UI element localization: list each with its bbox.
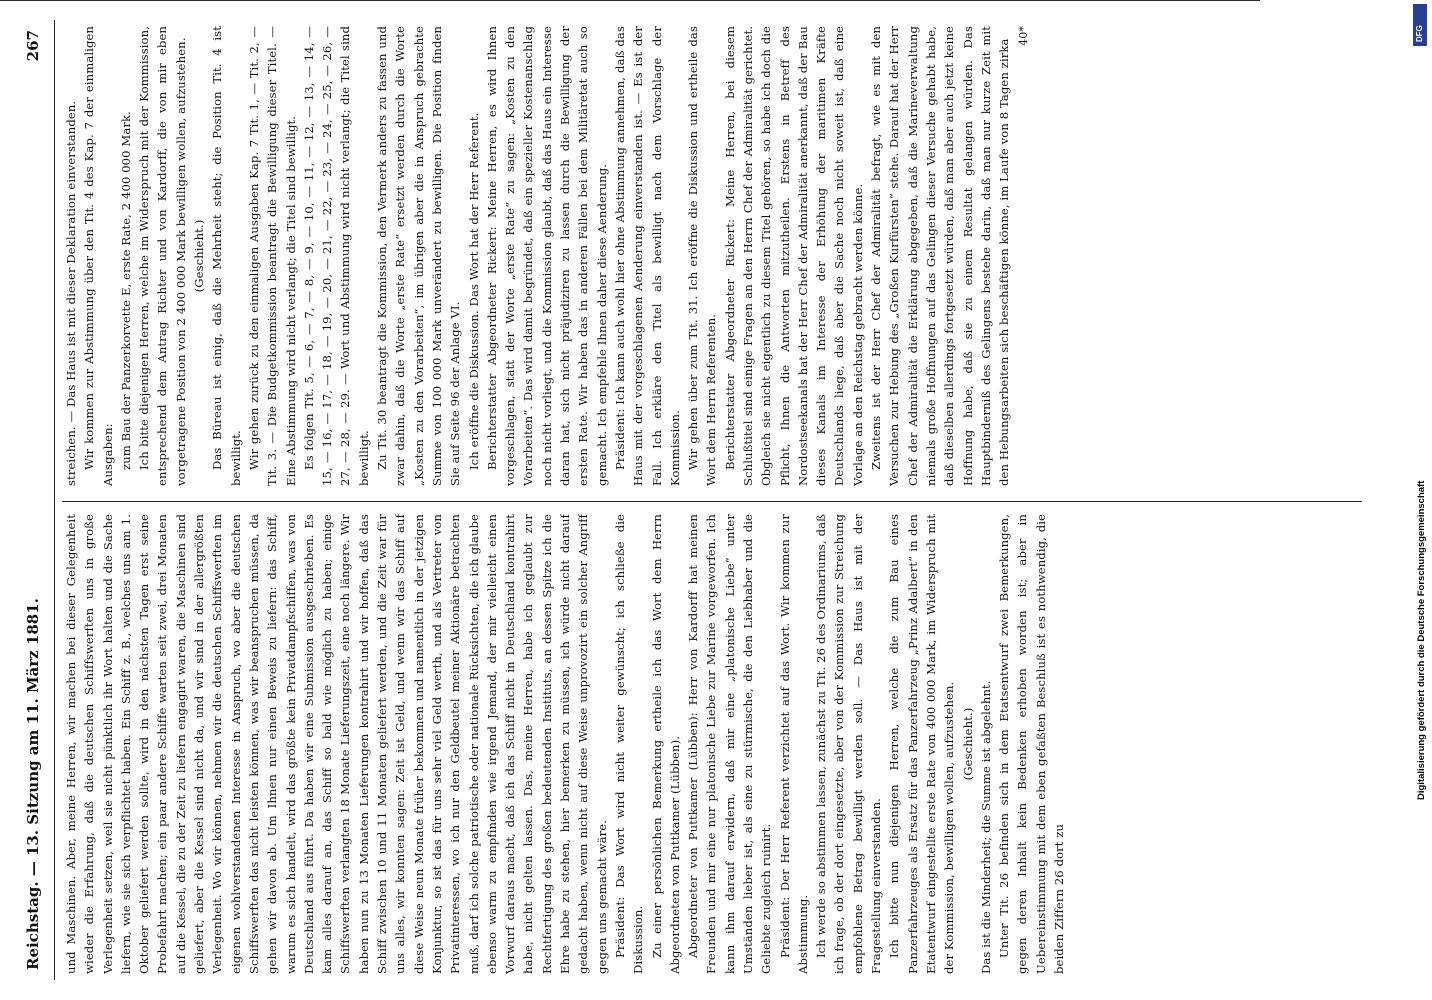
paragraph: Berichterstatter Abgeordneter Rickert: Meine Herren, bei diesem Schlußtitel sind einige Fragen an den Herrn Chef der Admiralität gerichtet. Obgleich sie nicht eigentlich zu diesem Titel gehören, so habe ich doch die Pflicht, Ihnen die Antworten mitzutheilen. Erstens in Betreff des Nordostseekanals hat der Herr Chef der Admiralität anerkannt, daß der Bau dieses Kanals im Interesse der Erhöhung der maritimen Kräfte Deutschlands liege, daß aber die Sache noch nicht soweit ist, daß eine Vorlage an den Reichstag gebracht werden könne. [722, 26, 865, 486]
paragraph: Berichterstatter Abgeordneter Rickert: Meine Herren, es wird Ihnen vorgeschlagen, statt der Worte „erste Rate“ zu sagen: „Kosten zu den Vorarbeiten“. Das wird damit begründet, daß ein spezieller Kostenanschlag noch nicht vorliegt, und die Kommission glaubt, daß das Haus ein Interesse daran hat, sich nicht präjudiziren zu lassen durch die Bewilligung der ersten Rate. Wir haben das in anderen Fällen bei dem Militäretat auch so gemacht. Ich empfehle Ihnen daher diese Aenderung. [484, 26, 609, 486]
paragraph: Ich bitte diejenigen Herren, welche im Widerspruch mit der Kommission, entsprechend dem Antrag Richter und von Kardorff, die von mir eben vorgetragene Position von 2 400 000 Mark bewilligen wollen, aufzustehen. [137, 26, 188, 486]
text-column-left [62, 514, 1382, 974]
paragraph: Das Büreau ist einig, daß die Mehrheit steht; die Position Tit. 4 ist bewilligt. [210, 26, 243, 486]
paragraph: Zu Tit. 30 beantragt die Kommission, den Vermerk anders zu fassen und zwar dahin, daß die Worte „erste Rate“ ersetzt werden durch die Worte „Kosten zu den Vorarbeiten“, im übrigen aber die in Anspruch gebrachte Summe von 100 000 Mark unverändert zu bewilligen. Die Position finden Sie auf Seite 96 der Anlage VI. [375, 26, 463, 486]
paragraph: Zweitens ist der Herr Chef der Admiralität befragt, wie es mit den Versuchen zur Hebung des „Großen Kurfürsten“ stehe. Darauf hat der Herr Chef der Admiralität die Erklärung abgegeben, daß die Marineverwaltung niemals große Hoffnungen auf das Gelingen dieser Versuche gehabt habe, daß dieselben allerdings fortgesetzt würden, daß man aber auch jetzt keine Hoffnung habe, daß sie zu einem Resultat gelangen würden. Das Hauptbinderniß des Gelingens bestehe darin, daß man nur kurze Zeit mit den Hebungsarbeiten sich beschäftigen könne, im Laufe von 8 Tagen zirka [869, 26, 1012, 486]
top-border [0, 0, 1260, 1]
paragraph: Ich bitte nun diejenigen Herren, welche die zum Bau eines Panzerfahrzeuges als Ersatz für das Panzerfahrzeug „Prinz Adalbert“ in den Etatentwurf eingestellte erste Rate von 400 000 Mark, im Widerspruch mit der Kommission, bewilligen wollen, aufzustehen. [887, 514, 957, 974]
text-column-right [62, 26, 1382, 486]
paragraph: (Geschieht.) [960, 707, 975, 781]
page-number: 267 [24, 30, 42, 62]
column-divider [62, 501, 1362, 502]
paragraph: Ich werde so abstimmen lassen, zunächst zu Tit. 26 des Ordinariums, daß ich frage, ob der dort eingesetzte, aber von der Kommission zur Streichung empfohlene Betrag bewilligt werden soll. — Das Haus ist mit der Fragestellung einverstanden. [814, 514, 884, 974]
paragraph: Zu einer persönlichen Bemerkung ertheile ich das Wort dem Herrn Abgeordneten von Puttkamer (Lübben). [649, 514, 682, 974]
paragraph: zum Bau der Panzerkorvette E, erste Rate, 2 400 000 Mark. [118, 111, 133, 470]
running-title: Reichstag. — 13. Sitzung am 11. März 1881. [24, 598, 42, 970]
paragraph: Ich eröffne die Diskussion. Das Wort hat der Herr Referent. [466, 112, 481, 470]
dfg-logo-text: DFG [1415, 25, 1424, 42]
rotated-page-content [16, 20, 1396, 980]
paragraph: Abgeordneter von Puttkamer (Lübben): Herr von Kardorff hat meinen Freunden und mir eine nur platonische Liebe zur Marine vorgeworfen. Ich kann ihm darauf erwidern, daß mir eine „platonische Liebe“ unter Umständen lieber ist, als eine zu stürmische, die den Liebhaber und die Geliebte zugleich ruinirt. [686, 514, 774, 974]
paragraph: streichen. — Das Haus ist mit dieser Deklaration einverstanden. [64, 100, 78, 486]
paragraph: und Maschinen. Aber, meine Herren, wir machen bei dieser Gelegenheit wieder die Erfahrung, daß die deutschen Schiffswerften uns in große Verlegenheit setzen, weil sie nicht pünktlich ihr Wort halten und die Sache liefern, wie sie sich verpflichtet haben. Ein Schiff z. B., welches uns am 1. Oktober geliefert werden sollte, wird in den nächsten Tagen erst seine Probefahrt machen; ein paar andere Schiffe warten seit zwei, drei Monaten auf die Kessel, die zu der Zeit zu liefern engagirt waren, die Maschinen sind geliefert, aber die Kessel sind nicht da, und wir sind in der allergrößten Verlegenheit. Wo wir können, nehmen wir die deutschen Schiffswerften im eigenen wohlverstandenen Interesse in Anspruch, wo aber die deutschen Schiffswerften das nicht leisten können, was wir beanspruchen müssen, da gehen wir davon ab. Um Ihnen nur einen Beweis zu liefern: das Schiff, warum es sich handelt, wird das größte kein Privatdampfschiffen, was von Deutschland aus führt. Da haben wir eine Submission ausgeschrieben. Es kam alles darauf an, das Schiff so bald wie möglich zu haben; einige Schiffswerften verlangten 18 Monate Lieferungszeit, eine noch längere. Wir haben nun zu 13 Monaten Lieferungen kontrahirt und wir hoffen, daß das Schiff zwischen 10 und 11 Monaten geliefert werden, und die Zeit war für uns alles, wir konnten sagen: Zeit ist Geld, und wenn wir das Schiff auf diese Weise neun Monate früher bekommen und namentlich in der jetzigen Konjunktur, so ist das für uns sehr viel Geld werth, und als Vertreter von Privatinteressen, wo ich nur den Geldbeutel meiner Aktionäre betrachten muß, darf ich solche patriotische oder nationale Rücksichten, die ich glaube ebenso warm zu empfinden wie irgend Jemand, der mir vielleicht einen Vorwurf daraus macht, daß ich das Schiff nicht in Deutschland kontrahirt habe, nicht gelten lassen. Das, meine Herren, habe ich geglaubt zur Rechtfertigung des großen bedeutenden Instituts, an dessen Spitze ich die Ehre habe zu stehen, hier bemerken zu müssen, ich würde nicht darauf gedacht haben, wenn nicht auf diese Weise unprovozirt ein solcher Angriff gegen uns gemacht wäre. [64, 514, 609, 974]
paragraph: Unter Tit. 26 befinden sich in dem Etatsentwurf zwei Bemerkungen, gegen deren Inhalt kein Bedenken erhoben worden ist; aber in Uebereinstimmung mit dem eben gefaßten Beschluß ist es nothwendig, die beiden Ziffern 26 dort zu [997, 514, 1067, 974]
header-rule [54, 20, 55, 980]
dfg-logo [1413, 4, 1427, 46]
digitization-notice: Digitalisierung gefördert durch die Deutsche Forschungsgemeinschaft [1416, 480, 1427, 800]
paragraph: Wir kommen zur Abstimmung über den Tit. 4 des Kap. 7 der einmaligen Ausgaben: [82, 26, 115, 486]
paragraph: Wir gehen zurück zu den einmaligen Ausgaben Kap. 7 Tit. 1, — Tit. 2, — Tit. 3. — Die Budgetkommission beantragt die Bewilligung dieser Titel. — Eine Abstimmung wird nicht verlangt; die Titel sind bewilligt. [246, 26, 298, 486]
paragraph: Es folgen Tit. 5, — 6, — 7, — 8, — 9, — 10, — 11, — 12, — 13, — 14, — 15, — 16, — 17, — 18, — 19, — 20, — 21, — 22, — 23, — 24, — 25, — 26, — 27, — 28, — 29. — Wort und Abstimmung wird nicht verlangt; die Titel sind bewilligt. [301, 26, 371, 486]
paragraph: Präsident: Ich kann auch wohl hier ohne Abstimmung annehmen, daß das Haus mit der vorgeschlagenen Aenderung einverstanden ist. — Es ist der Fall. Ich erkläre den Titel als bewilligt nach dem Vorschlage der Kommission. [612, 26, 682, 486]
paragraph: (Geschieht.) [192, 219, 207, 293]
paragraph: Das ist die Minderheit; die Summe ist abgelehnt. [978, 680, 993, 974]
paragraph: Wir gehen über zum Tit. 31. Ich eröffne die Diskussion und ertheile das Wort dem Herrn Referenten. [686, 26, 719, 486]
page-header [16, 20, 56, 980]
paragraph: Präsident: Der Herr Referent verzichtet auf das Wort. Wir kommen zur Abstimmung. [777, 514, 810, 974]
paragraph: Präsident: Das Wort wird nicht weiter gewünscht; ich schließe die Diskussion. [612, 514, 646, 974]
sheet-signature: 40* [1017, 26, 1031, 46]
